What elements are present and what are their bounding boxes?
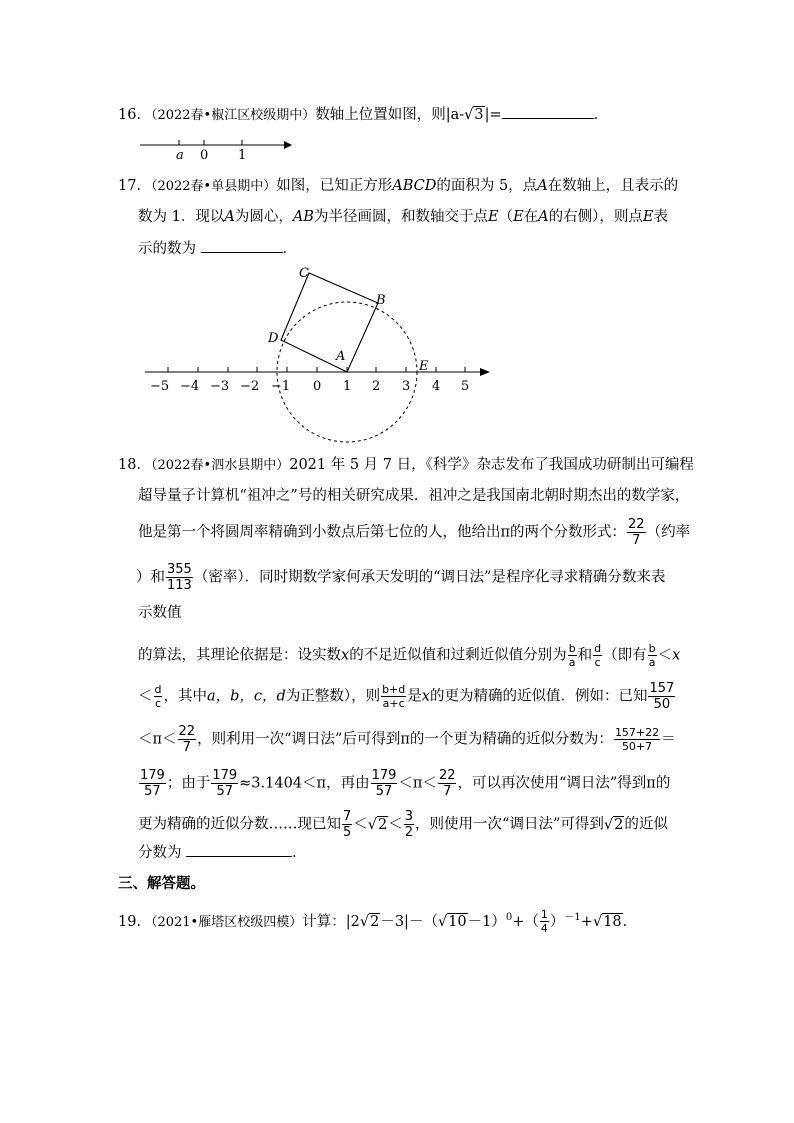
tick-label: 5 [461, 379, 470, 394]
q18-line-11 [138, 842, 307, 863]
frac-179-57: $\frac{179}{57}$ [212, 768, 238, 799]
lt-sign: ＜ [657, 647, 673, 664]
tick-label: 4 [432, 379, 441, 394]
q17-point-labels [267, 266, 429, 374]
q19-number: 19． [118, 913, 151, 930]
q18-text: ，其中 [163, 688, 207, 705]
q17-figure [140, 262, 500, 448]
q17-var-e: E [487, 209, 499, 225]
q19-text: －1） [467, 913, 506, 930]
q19-text: +（ [512, 913, 539, 930]
q18-text: 和 [577, 647, 593, 664]
q19-text: －3|－（ [380, 913, 438, 930]
tick-label: 0 [313, 379, 322, 394]
q18-line-6 [138, 642, 680, 669]
q18-line-1 [118, 455, 694, 476]
frac-bd-ac: $\frac{b+d}{a+c}$ [382, 683, 406, 710]
q16-label-0: 0 [200, 148, 209, 162]
q16-number-line [136, 134, 298, 162]
q19-source: （2021•雁塔区校级四模） [150, 914, 303, 930]
frac-sum: $\frac{157+22}{50+7}$ [614, 726, 660, 753]
tick-label: 1 [343, 379, 352, 394]
label-b: B [376, 293, 386, 308]
q18-line-4 [136, 562, 665, 593]
tick-label: −1 [271, 379, 291, 394]
label-a: A [336, 349, 346, 364]
q16-abs-left: |a- [445, 107, 465, 123]
lt-sign: ＜ [353, 816, 368, 833]
q17-line-2 [138, 207, 668, 227]
q17-text: 示的数为 [138, 241, 196, 257]
label-d: D [268, 331, 279, 346]
q16-label-1: 1 [238, 148, 247, 162]
q18-text: （约率 [646, 524, 691, 541]
q16-source: （2022春•椒江区校级期中） [150, 108, 316, 123]
q18-text: 超导量子计算机“祖冲之”号的相关研究成果．祖冲之是我国南北朝时期杰出的数学家， [138, 488, 690, 504]
q18-text: 示数值 [138, 605, 182, 621]
q17-text: （ [498, 209, 514, 225]
q17-var-e: E [513, 209, 524, 225]
q17-square [281, 273, 378, 372]
q18-text: ＜π＜ [398, 775, 437, 792]
q17-text: 如图，已知正方形 [276, 178, 393, 194]
q18-number: 18． [118, 457, 151, 473]
sqrt-10: √10 [437, 913, 467, 930]
frac-22-7: $\frac{22}{7}$ [438, 768, 456, 799]
var-x: x [672, 647, 681, 664]
var-x: x [341, 647, 350, 664]
q17-text: 的右侧），则点 [548, 209, 643, 225]
frac-179-57: $\frac{179}{57}$ [371, 768, 397, 799]
sqrt-3: √3 [464, 107, 484, 123]
q18-line-2 [138, 486, 689, 506]
q19-line [118, 908, 637, 935]
q18-text: ；由于 [166, 775, 211, 792]
q18-text: （即有 [603, 647, 647, 664]
q18-line-7 [138, 681, 676, 712]
q17-text: 为圆心， [234, 209, 293, 225]
tick-label: −5 [150, 379, 170, 394]
tick-label: 2 [372, 379, 381, 394]
frac-1-4: $\frac{1}{4}$ [540, 908, 548, 936]
q18-line-5 [138, 603, 182, 623]
tick-label: −4 [180, 379, 200, 394]
q17-var-ab: AB [292, 209, 314, 225]
q16-number: 16． [118, 107, 151, 123]
q18-text: ，则利用一次“调日法”后可得到π的一个更为精确的近似分数为： [197, 731, 613, 748]
q16-axis-arrow [284, 141, 292, 149]
q17-tick-labels [150, 379, 469, 394]
sqrt-2: √2 [367, 816, 388, 833]
q19-end: ． [622, 913, 638, 930]
q17-axis-arrow [480, 368, 490, 376]
q18-line-3 [138, 517, 690, 548]
q18-text: ，可以再次使用“调日法”得到π的 [457, 775, 671, 792]
q18-text: 的算法，其理论依据是：设实数 [138, 647, 341, 664]
q18-text: ＜π＜ [138, 731, 177, 748]
lt-sign: ＜ [388, 816, 403, 833]
q18-text: （密率）．同时期数学家何承天发明的“调日法”是程序化寻求精确分数来表 [193, 569, 666, 586]
frac-22-7: $\frac{22}{7}$ [628, 517, 645, 548]
q18-text: 分数为 [138, 845, 182, 861]
label-e: E [419, 359, 429, 374]
vars: a，b，c，d [206, 688, 286, 705]
q18-line-10 [138, 809, 668, 840]
q17-end: ． [282, 241, 298, 257]
q17-var-a: A [537, 178, 548, 194]
frac-355-113: $\frac{355}{113}$ [167, 562, 192, 593]
q18-text: ，则使用一次“调日法”可得到 [415, 816, 604, 833]
q18-text: ≈3.1404＜π，再由 [239, 775, 370, 792]
q17-text: 为半径画圆，和数轴交于点 [313, 209, 488, 225]
frac-157-50: $\frac{157}{50}$ [649, 681, 675, 712]
tick-label: 3 [402, 379, 411, 394]
q18-text: 的不足近似值和过剩近似值分别为 [349, 647, 567, 664]
frac-d-c: $\frac{d}{c}$ [154, 683, 162, 710]
tick-label: −2 [240, 379, 260, 394]
q17-text: 表 [653, 209, 668, 225]
q16-line [118, 104, 608, 126]
q18-text: 他是第一个将圆周率精确到小数点后第七位的人，他给出π的两个分数形式： [138, 524, 627, 541]
frac-7-5: $\frac{7}{5}$ [343, 809, 352, 840]
q17-text: 的面积为 5，点 [436, 178, 538, 194]
q18-end: ． [292, 845, 307, 861]
q17-abcd: ABCD [392, 178, 437, 194]
exp-0: 0 [505, 912, 513, 923]
q18-text: ）和 [136, 569, 165, 586]
frac-22-7: $\frac{22}{7}$ [178, 724, 196, 755]
q18-text: 的近似 [624, 816, 668, 833]
section-heading: 三、解答题。 [118, 876, 205, 892]
q18-text: 2021 年 5 月 7 日，《科学》杂志发布了我国成功研制出可编程 [289, 457, 694, 473]
exp-neg1: －1 [564, 912, 581, 923]
q17-line-3 [138, 238, 297, 259]
q16-abs-right: |= [484, 107, 502, 123]
q18-text: 为正整数），则 [285, 688, 381, 705]
q17-text: 数为 1．现以 [138, 209, 225, 225]
q19-text: + [580, 913, 593, 930]
q17-var-a: A [224, 209, 235, 225]
q18-text: 是 [407, 688, 422, 705]
q17-number: 17． [118, 178, 151, 194]
label-c: C [299, 266, 309, 281]
q16-answer-blank[interactable] [502, 104, 594, 119]
q17-text: 在 [523, 209, 539, 225]
lt-sign: ＜ [138, 688, 153, 705]
tick-label: −3 [210, 379, 230, 394]
q17-text: 在数轴上，且表示的 [547, 178, 679, 194]
sqrt-18: √18 [592, 913, 622, 930]
q18-text: 更为精确的近似分数……现已知 [138, 816, 341, 833]
q16-text: 数轴上位置如图，则 [315, 107, 446, 123]
q18-text: 的更为精确的近似值．例如：已知 [429, 688, 648, 705]
equals-sign: ＝ [661, 731, 676, 748]
q16-end: ． [593, 107, 609, 123]
q18-line-9 [138, 768, 670, 799]
sqrt-2: √2 [359, 913, 380, 930]
var-x: x [421, 688, 430, 705]
q18-answer-blank[interactable] [186, 842, 292, 857]
frac-3-2: $\frac{3}{2}$ [404, 809, 414, 840]
q18-source: （2022春•泗水县期中） [150, 458, 290, 473]
q17-source: （2022春•单县期中） [150, 179, 277, 194]
frac-b-a: $\frac{b}{a}$ [568, 642, 576, 669]
q17-line-1 [118, 176, 678, 197]
q17-var-e: E [642, 209, 654, 225]
frac-179-57: $\frac{179}{57}$ [140, 768, 165, 799]
q19-text: ） [549, 913, 565, 930]
frac-b-a: $\frac{b}{a}$ [648, 642, 656, 669]
sqrt-2: √2 [603, 816, 624, 833]
q17-var-a: A [538, 209, 549, 225]
q17-answer-blank[interactable] [201, 238, 283, 253]
frac-d-c: $\frac{d}{c}$ [594, 642, 602, 669]
q19-text: 计算：|2 [302, 913, 360, 930]
q16-label-a: a [176, 148, 184, 162]
q18-line-8 [138, 724, 676, 755]
